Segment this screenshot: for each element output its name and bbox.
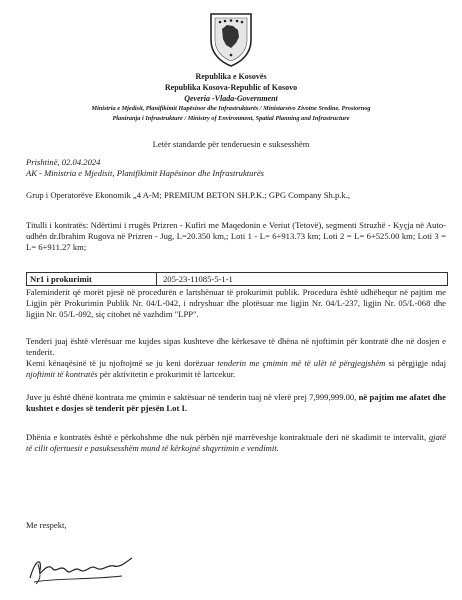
procurement-number-label: Nr1 i prokurimit	[27, 273, 157, 285]
header-republic-multi: Republika Kosova-Republic of Kosovo	[164, 83, 298, 92]
paragraph-award	[26, 392, 446, 414]
header-ministry-line1: Ministria e Mjedisit, Planifikimit Hapësinor dhe Infrastrukturës / Ministarstvo Zivotne Sredine, Prostornog	[91, 105, 371, 112]
notification-emphasis-2: njoftimit të kontratës	[26, 369, 98, 379]
paragraph-evaluation: Tenderi juaj është vlerësuar me kujdes sipas kushteve dhe kërkesave të dhëna në njoftimin për kontratë dhe në dosjen e tenderit.	[26, 336, 446, 357]
handwritten-signature	[26, 552, 136, 588]
award-text: Juve ju është dhënë kontrata me çmimin e saktësuar në tenderin tuaj në vlerë prej 7,999,999.00,	[26, 392, 359, 402]
contracting-authority: AK - Ministria e Mjedisit, Planifikimit Hapësinor dhe Infrastrukturës	[26, 168, 264, 178]
notification-text-1: Kemi kënaqësinë të ju njoftojmë se ju keni dorëzuar	[26, 358, 218, 368]
procurement-number-table	[26, 272, 448, 286]
closing-salutation: Me respekt,	[26, 520, 67, 530]
header-government: Qeveria -Vlada-Government	[184, 94, 278, 103]
award-emphasis: në pajtim me afatet dhe kushtet e dosjes së tenderit për pjesën Lot I.	[26, 392, 447, 413]
standstill-emphasis: gjatë të cilit ofertuesit e pasuksesshëm mund të kërkojnë shqyrtimin e vendimit.	[26, 432, 446, 453]
kosovo-coat-of-arms-emblem	[205, 10, 257, 68]
header-republic-sq: Republika e Kosovës	[195, 72, 267, 81]
procurement-number-value: 205-23-11085-5-1-1	[163, 274, 233, 284]
recipient: Grup i Operatorëve Ekonomik „4 A-M; PREMIUM BETON SH.P.K.; GPG Company Sh.p.k.,	[26, 190, 351, 200]
notification-emphasis-1: tenderin me çmimin më të ulët të përgjegjshëm	[217, 358, 386, 368]
standstill-text: Dhënia e kontratës është e përkohshme dhe nuk përbën një marrëveshje kontraktuale deri në skadimit te intervalit,	[26, 432, 429, 442]
contract-title: Titulli i kontratës: Ndërtimi i rrugës Prizren - Kufiri me Maqedonin e Veriut (Tetovë), segmenti Struzhë - Kyçja në Auto-udhën dr.Ibrahim Rugova në Prizren - Jug, L=20.350 km,; Loti 1 - L= 6+913.73 km; Loti 2 = L= 6+525.00 km; Loti 3 = L= 6+911.27 km;	[26, 220, 446, 252]
place-date: Prishtinë, 02.04.2024	[26, 157, 101, 167]
notification-text-2: si përgjigje ndaj	[385, 358, 446, 368]
paragraph-notification	[26, 358, 446, 380]
notification-text-3: për aktivitetin e prokurimit të lartcekur.	[97, 369, 236, 379]
paragraph-procedure: Faleminderit që morët pjesë në procedurën e lartshënuar të prokurimit publik. Procedura është udhëhequr në pajtim me Ligjin për Prokurimin Publik Nr. 04/L-042, i ndryshuar dhe plotësuar me ligjin Nr. 04/L-237, ligjin Nr. 05/L-068 dhe ligjin Nr. 05/L-092, siç citohet në vazhdim "LPP".	[26, 287, 446, 319]
letter-subject: Letër standarde për tenderuesin e suksesshëm	[152, 139, 310, 149]
paragraph-standstill	[26, 432, 446, 454]
header-ministry-line2: Planiranja i Infrastrukture / Ministry of Environment, Spatial Planning and Infrastructure	[112, 115, 350, 122]
